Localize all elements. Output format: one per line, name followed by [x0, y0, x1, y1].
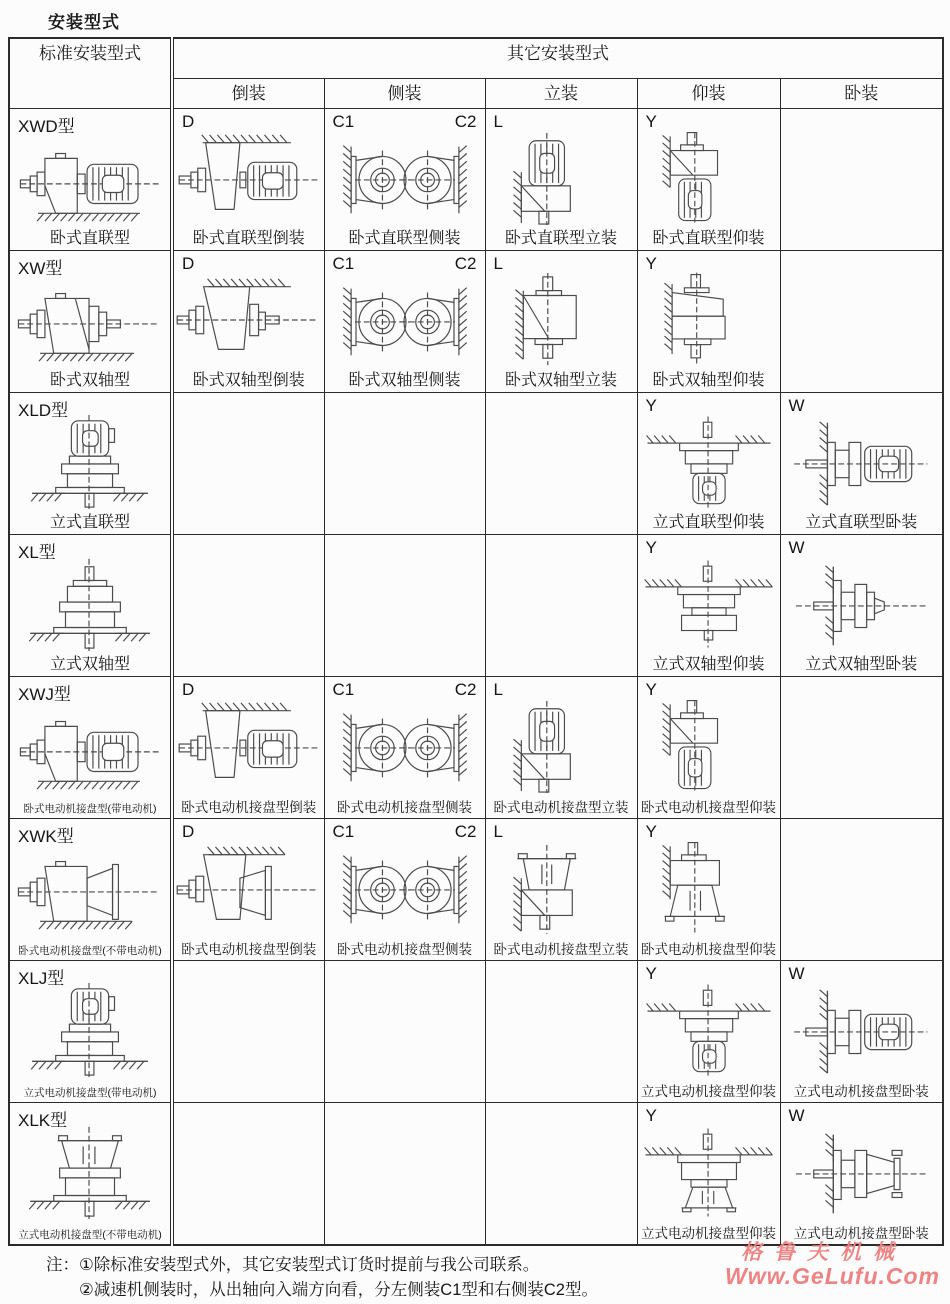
model-label: XW型: [18, 258, 63, 278]
drawing-wall-motor-top: [486, 697, 637, 795]
empty-cell: [172, 392, 324, 534]
mount-variant-cell: [780, 960, 943, 1102]
mount-variant-cell: [324, 676, 485, 818]
drawing-ceiling-motor: [638, 981, 780, 1079]
drawing-horiz-motor-floor: [10, 697, 170, 795]
cell-caption: 立式直联型: [49, 513, 130, 531]
drawing-wall-horiz-plain: [781, 555, 943, 653]
drawing-horiz-motor-floor: [10, 129, 170, 227]
drawing-side-pair: [325, 129, 485, 227]
cell-caption: 卧式直联型仰装: [652, 229, 765, 247]
mount-variant-cell: [485, 250, 637, 392]
drawing-vert-plain-floor: [10, 555, 170, 653]
mount-variant-cell: [324, 818, 485, 960]
cell-caption: 立式双轴型仰装: [652, 655, 765, 673]
mount-code-label: C1: [332, 821, 355, 841]
mount-code-label: W: [788, 1105, 805, 1125]
mount-variant-cell: [780, 534, 943, 676]
mount-code-label: Y: [645, 821, 657, 841]
model-label: XL型: [18, 542, 56, 562]
drawing-horiz-plain-ceiling: [174, 271, 324, 369]
model-label: XWD型: [18, 116, 75, 136]
drawing-wall-bell-bottom: [638, 839, 780, 937]
drawing-side-pair: [325, 271, 485, 369]
catalog-page: [8, 6, 942, 1304]
watermark-url: Www.GeLufu.Com: [724, 1262, 940, 1289]
drawing-wall-bell-top: [486, 839, 637, 937]
mount-variant-cell: [485, 676, 637, 818]
cell-caption: 卧式电动机接盘型倒装: [181, 799, 317, 815]
cell-caption: 立式直联型仰装: [652, 513, 765, 531]
table-row: [9, 676, 943, 818]
mount-variant-cell: [485, 108, 637, 250]
drawing-ceiling-plain: [638, 555, 780, 653]
mount-code-label: Y: [645, 395, 657, 415]
table-row: [9, 108, 943, 250]
drawing-wall-horiz-motor: [781, 413, 943, 511]
cell-caption: 立式电动机接盘型(带电动机): [23, 1086, 157, 1099]
mount-code-label: D: [182, 111, 195, 131]
standard-type-cell: [9, 250, 172, 392]
drawing-ceiling-motor: [638, 413, 780, 511]
cell-caption: 立式电动机接盘型卧装: [793, 1083, 929, 1099]
cell-caption: 卧式直联型倒装: [192, 229, 305, 247]
mount-variant-cell: [324, 108, 485, 250]
cell-caption: 卧式直联型侧装: [348, 229, 461, 247]
note-item-1: ①除标准安装型式外，其它安装型式订货时提前与我公司联系。: [79, 1255, 540, 1274]
standard-type-cell: [9, 1102, 172, 1245]
mount-variant-cell: [637, 818, 780, 960]
mount-code-label: Y: [645, 111, 657, 131]
empty-cell: [485, 534, 637, 676]
drawing-wall-motor-bottom: [638, 697, 780, 795]
empty-cell: [780, 676, 943, 818]
mount-code-label: C1: [332, 253, 355, 273]
table-row: [9, 250, 943, 392]
mount-code-label: W: [788, 963, 805, 983]
drawing-vert-motor-floor: [10, 413, 170, 511]
drawing-ceiling-bell: [638, 1123, 780, 1221]
mount-variant-cell: [172, 250, 324, 392]
mount-code-label: Y: [645, 1105, 657, 1125]
cell-caption: 立式电动机接盘型仰装: [641, 1083, 776, 1099]
table-row: [9, 534, 943, 676]
cell-caption: 卧式双轴型: [49, 371, 130, 389]
drawing-wall-horiz-bell: [781, 1123, 943, 1221]
drawing-wall-double-shaft: [486, 271, 637, 369]
header-horizontal: 卧装: [780, 78, 943, 108]
cell-caption: 卧式直联型立装: [504, 229, 617, 247]
mount-code-label: Y: [645, 963, 657, 983]
mount-code-label: W: [788, 537, 805, 557]
cell-caption: 卧式电动机接盘型仰装: [641, 799, 776, 815]
mount-code-label: D: [182, 821, 195, 841]
model-label: XLD型: [18, 400, 69, 420]
drawing-horiz-bell-ceiling: [174, 839, 324, 937]
mount-code-label: D: [182, 253, 195, 273]
mount-variant-cell: [172, 818, 324, 960]
watermark: [725, 1242, 940, 1288]
mount-code-label: W: [788, 395, 805, 415]
cell-caption: 卧式电动机接盘型侧装: [337, 799, 472, 815]
mount-code-label: L: [493, 111, 503, 131]
empty-cell: [172, 534, 324, 676]
empty-cell: [172, 960, 324, 1102]
table-row: [9, 1102, 943, 1245]
drawing-horiz-motor-ceiling: [174, 129, 324, 227]
model-label: XWJ型: [18, 684, 71, 704]
cell-caption: 卧式电动机接盘型(不带电动机): [18, 944, 162, 957]
table-row: [9, 392, 943, 534]
header-upward: 仰装: [637, 78, 780, 108]
mount-code-label: C1: [332, 111, 355, 131]
empty-cell: [324, 1102, 485, 1245]
mount-code-label: C2: [454, 679, 477, 699]
cell-caption: 卧式电动机接盘型仰装: [641, 941, 776, 957]
notes-prefix: 注：: [46, 1255, 79, 1274]
empty-cell: [324, 960, 485, 1102]
empty-cell: [324, 392, 485, 534]
cell-caption: 卧式双轴型仰装: [652, 371, 765, 389]
drawing-wall-motor-top: [486, 129, 637, 227]
cell-caption: 卧式电动机接盘型倒装: [181, 941, 317, 957]
header-inverted: 倒装: [172, 78, 324, 108]
mount-variant-cell: [637, 1102, 780, 1245]
mount-variant-cell: [324, 250, 485, 392]
drawing-wall-motor-bottom: [638, 129, 780, 227]
mount-code-label: Y: [645, 537, 657, 557]
empty-cell: [780, 818, 943, 960]
mount-code-label: C1: [332, 679, 355, 699]
mount-variant-cell: [780, 392, 943, 534]
mount-variant-cell: [637, 108, 780, 250]
cell-caption: 卧式电动机接盘型侧装: [337, 941, 472, 957]
header-side: 侧装: [324, 78, 485, 108]
notes-list: [79, 1253, 598, 1304]
drawing-horiz-plain-floor: [10, 271, 170, 369]
cell-caption: 卧式双轴型立装: [504, 371, 617, 389]
empty-cell: [324, 534, 485, 676]
mount-code-label: C2: [454, 821, 477, 841]
mount-code-label: L: [493, 679, 503, 699]
standard-type-cell: [9, 676, 172, 818]
table-row: [9, 818, 943, 960]
header-standard-type: 标准安装型式: [9, 38, 172, 108]
note-item-2: ②减速机侧装时，从出轴向入端方向看，分左侧装C1型和右侧装C2型。: [79, 1281, 598, 1300]
table-body: [9, 108, 943, 1245]
drawing-wall-double-shaft-y: [638, 271, 780, 369]
mount-variant-cell: [637, 676, 780, 818]
drawing-vert-motor-floor: [10, 981, 170, 1079]
standard-type-cell: [9, 534, 172, 676]
standard-type-cell: [9, 960, 172, 1102]
model-label: XLK型: [18, 1110, 68, 1130]
cell-caption: 卧式直联型: [49, 229, 130, 247]
cell-caption: 立式电动机接盘型卧装: [793, 1225, 929, 1241]
mount-code-label: L: [493, 821, 503, 841]
drawing-vert-bell-floor: [10, 1123, 170, 1221]
mount-variant-cell: [637, 250, 780, 392]
cell-caption: 立式双轴型卧装: [805, 655, 918, 673]
cell-caption: 立式双轴型: [49, 655, 130, 673]
cell-caption: 立式电动机接盘型(不带电动机): [18, 1228, 162, 1241]
drawing-horiz-motor-ceiling: [174, 697, 324, 795]
watermark-brand: 格鲁夫机械: [741, 1240, 906, 1264]
mount-code-label: Y: [645, 253, 657, 273]
mount-code-label: C2: [454, 253, 477, 273]
table-row: [9, 960, 943, 1102]
drawing-wall-horiz-motor: [781, 981, 943, 1079]
cell-caption: 卧式双轴型侧装: [348, 371, 461, 389]
mount-variant-cell: [780, 1102, 943, 1245]
mount-code-label: D: [182, 679, 195, 699]
empty-cell: [485, 392, 637, 534]
cell-caption: 卧式电动机接盘型立装: [493, 941, 629, 957]
standard-type-cell: [9, 108, 172, 250]
empty-cell: [172, 1102, 324, 1245]
empty-cell: [485, 1102, 637, 1245]
empty-cell: [485, 960, 637, 1102]
header-vertical: 立装: [485, 78, 637, 108]
mount-variant-cell: [172, 108, 324, 250]
cell-caption: 立式直联型卧装: [805, 513, 918, 531]
standard-type-cell: [9, 818, 172, 960]
drawing-side-pair: [325, 697, 485, 795]
mount-code-label: C2: [454, 111, 477, 131]
mount-variant-cell: [637, 960, 780, 1102]
mount-code-label: L: [493, 253, 503, 273]
empty-cell: [780, 250, 943, 392]
header-other-types: 其它安装型式: [172, 38, 943, 78]
empty-cell: [780, 108, 943, 250]
page-title: 安装型式: [48, 13, 120, 32]
model-label: XWK型: [18, 826, 74, 846]
cell-caption: 卧式双轴型倒装: [192, 371, 305, 389]
cell-caption: 卧式电动机接盘型立装: [493, 799, 629, 815]
mount-variant-cell: [172, 676, 324, 818]
model-label: XLJ型: [18, 968, 65, 988]
mount-variant-cell: [485, 818, 637, 960]
cell-caption: 立式电动机接盘型仰装: [641, 1225, 776, 1241]
mount-variant-cell: [637, 534, 780, 676]
drawing-side-pair: [325, 839, 485, 937]
drawing-horiz-bell-floor: [10, 839, 170, 937]
standard-type-cell: [9, 392, 172, 534]
mount-code-label: Y: [645, 679, 657, 699]
mount-variant-cell: [637, 392, 780, 534]
cell-caption: 卧式电动机接盘型(带电动机): [23, 802, 157, 815]
installation-table: [8, 37, 944, 1246]
